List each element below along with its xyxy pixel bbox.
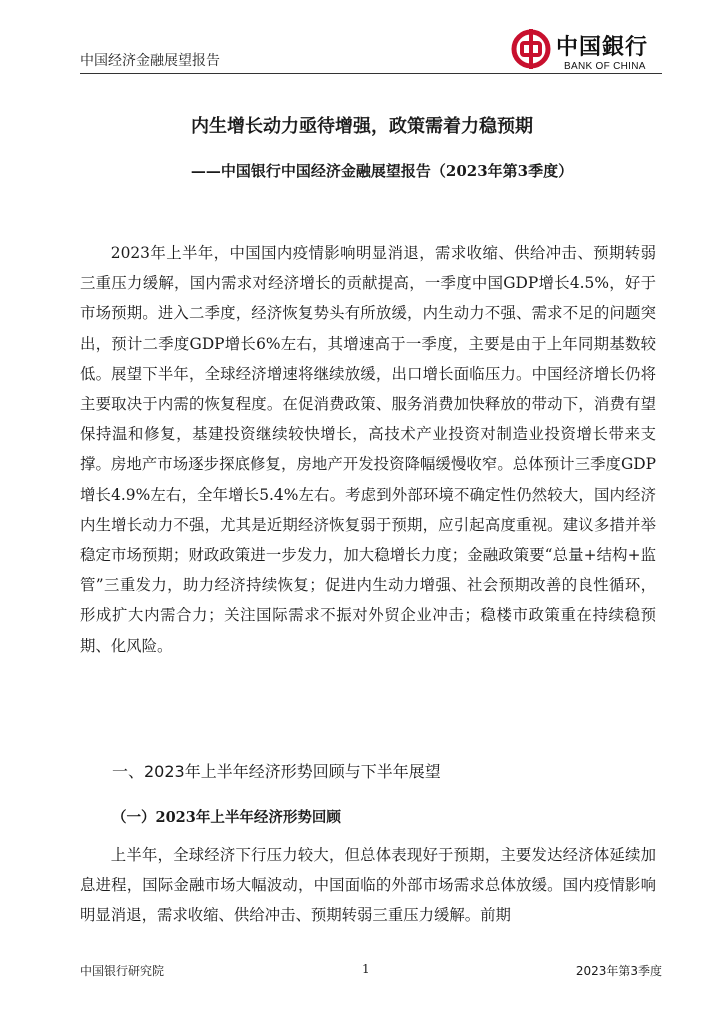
subsection-heading: （一）2023年上半年经济形势回顾 — [112, 809, 341, 826]
document-title: 内生增长动力亟待增强，政策需着力稳预期 — [191, 116, 533, 137]
page-number: 1 — [362, 962, 370, 976]
footer-period: 2023年第3季度 — [575, 964, 662, 978]
logo-chinese-text: 中国銀行 — [556, 34, 649, 60]
document-subtitle: ——中国银行中国经济金融展望报告（2023年第3季度） — [190, 162, 574, 180]
bank-of-china-logo — [510, 28, 660, 76]
section-heading: 一、2023年上半年经济形势回顾与下半年展望 — [112, 762, 441, 781]
footer-organization: 中国银行研究院 — [80, 964, 165, 978]
header-divider — [80, 73, 662, 74]
report-name: 中国经济金融展望报告 — [80, 53, 220, 69]
body-paragraph: 上半年，全球经济下行压力较大，但总体表现好于预期，主要发达经济体延续加息进程，国际金融市场大幅波动，中国面临的外部市场需求总体放缓。国内疫情影响明显消退，需求收缩、供给冲击、预期转弱三重压力缓解。前期 — [80, 846, 656, 925]
summary-paragraph: 2023年上半年，中国国内疫情影响明显消退，需求收缩、供给冲击、预期转弱三重压力缓解，国内需求对经济增长的贡献提高，一季度中国GDP增长4.5%，好于市场预期。进入二季度，经济恢复势头有所放缓，内生动力不强、需求不足的问题突出，预计二季度GDP增长6%左右，其增速高于一季度，主要是由于上年同期基数较低。展望下半年，全球经济增速将继续放缓，出口增长面临压力。中国经济增长仍将主要取决于内需的恢复程度。在促消费政策、服务消费加快释放的带动下，消费有望保持温和修复，基建投资继续较快增长，高技术产业投资对制造业投资增长带来支撑。房地产市场逐步探底修复，房地产开发投资降幅缓慢收窄。总体预计三季度GDP增长4.9%左右，全年增长5.4%左右。考虑到外部环境不确定性仍然较大，国内经济内生增长动力不强，尤其是近期经济恢复弱于预期，应引起高度重视。建议多措并举稳定市场预期；财政政策进一步发力，加大稳增长力度；金融政策要“总量+结构+监管”三重发力，助力经济持续恢复；促进内生动力增强、社会预期改善的良性循环，形成扩大内需合力；关注国际需求不振对外贸企业冲击；稳楼市政策重在持续稳预期、化风险。 — [80, 244, 656, 655]
logo-english-text: BANK OF CHINA — [564, 61, 646, 72]
boc-emblem-icon — [510, 28, 552, 70]
